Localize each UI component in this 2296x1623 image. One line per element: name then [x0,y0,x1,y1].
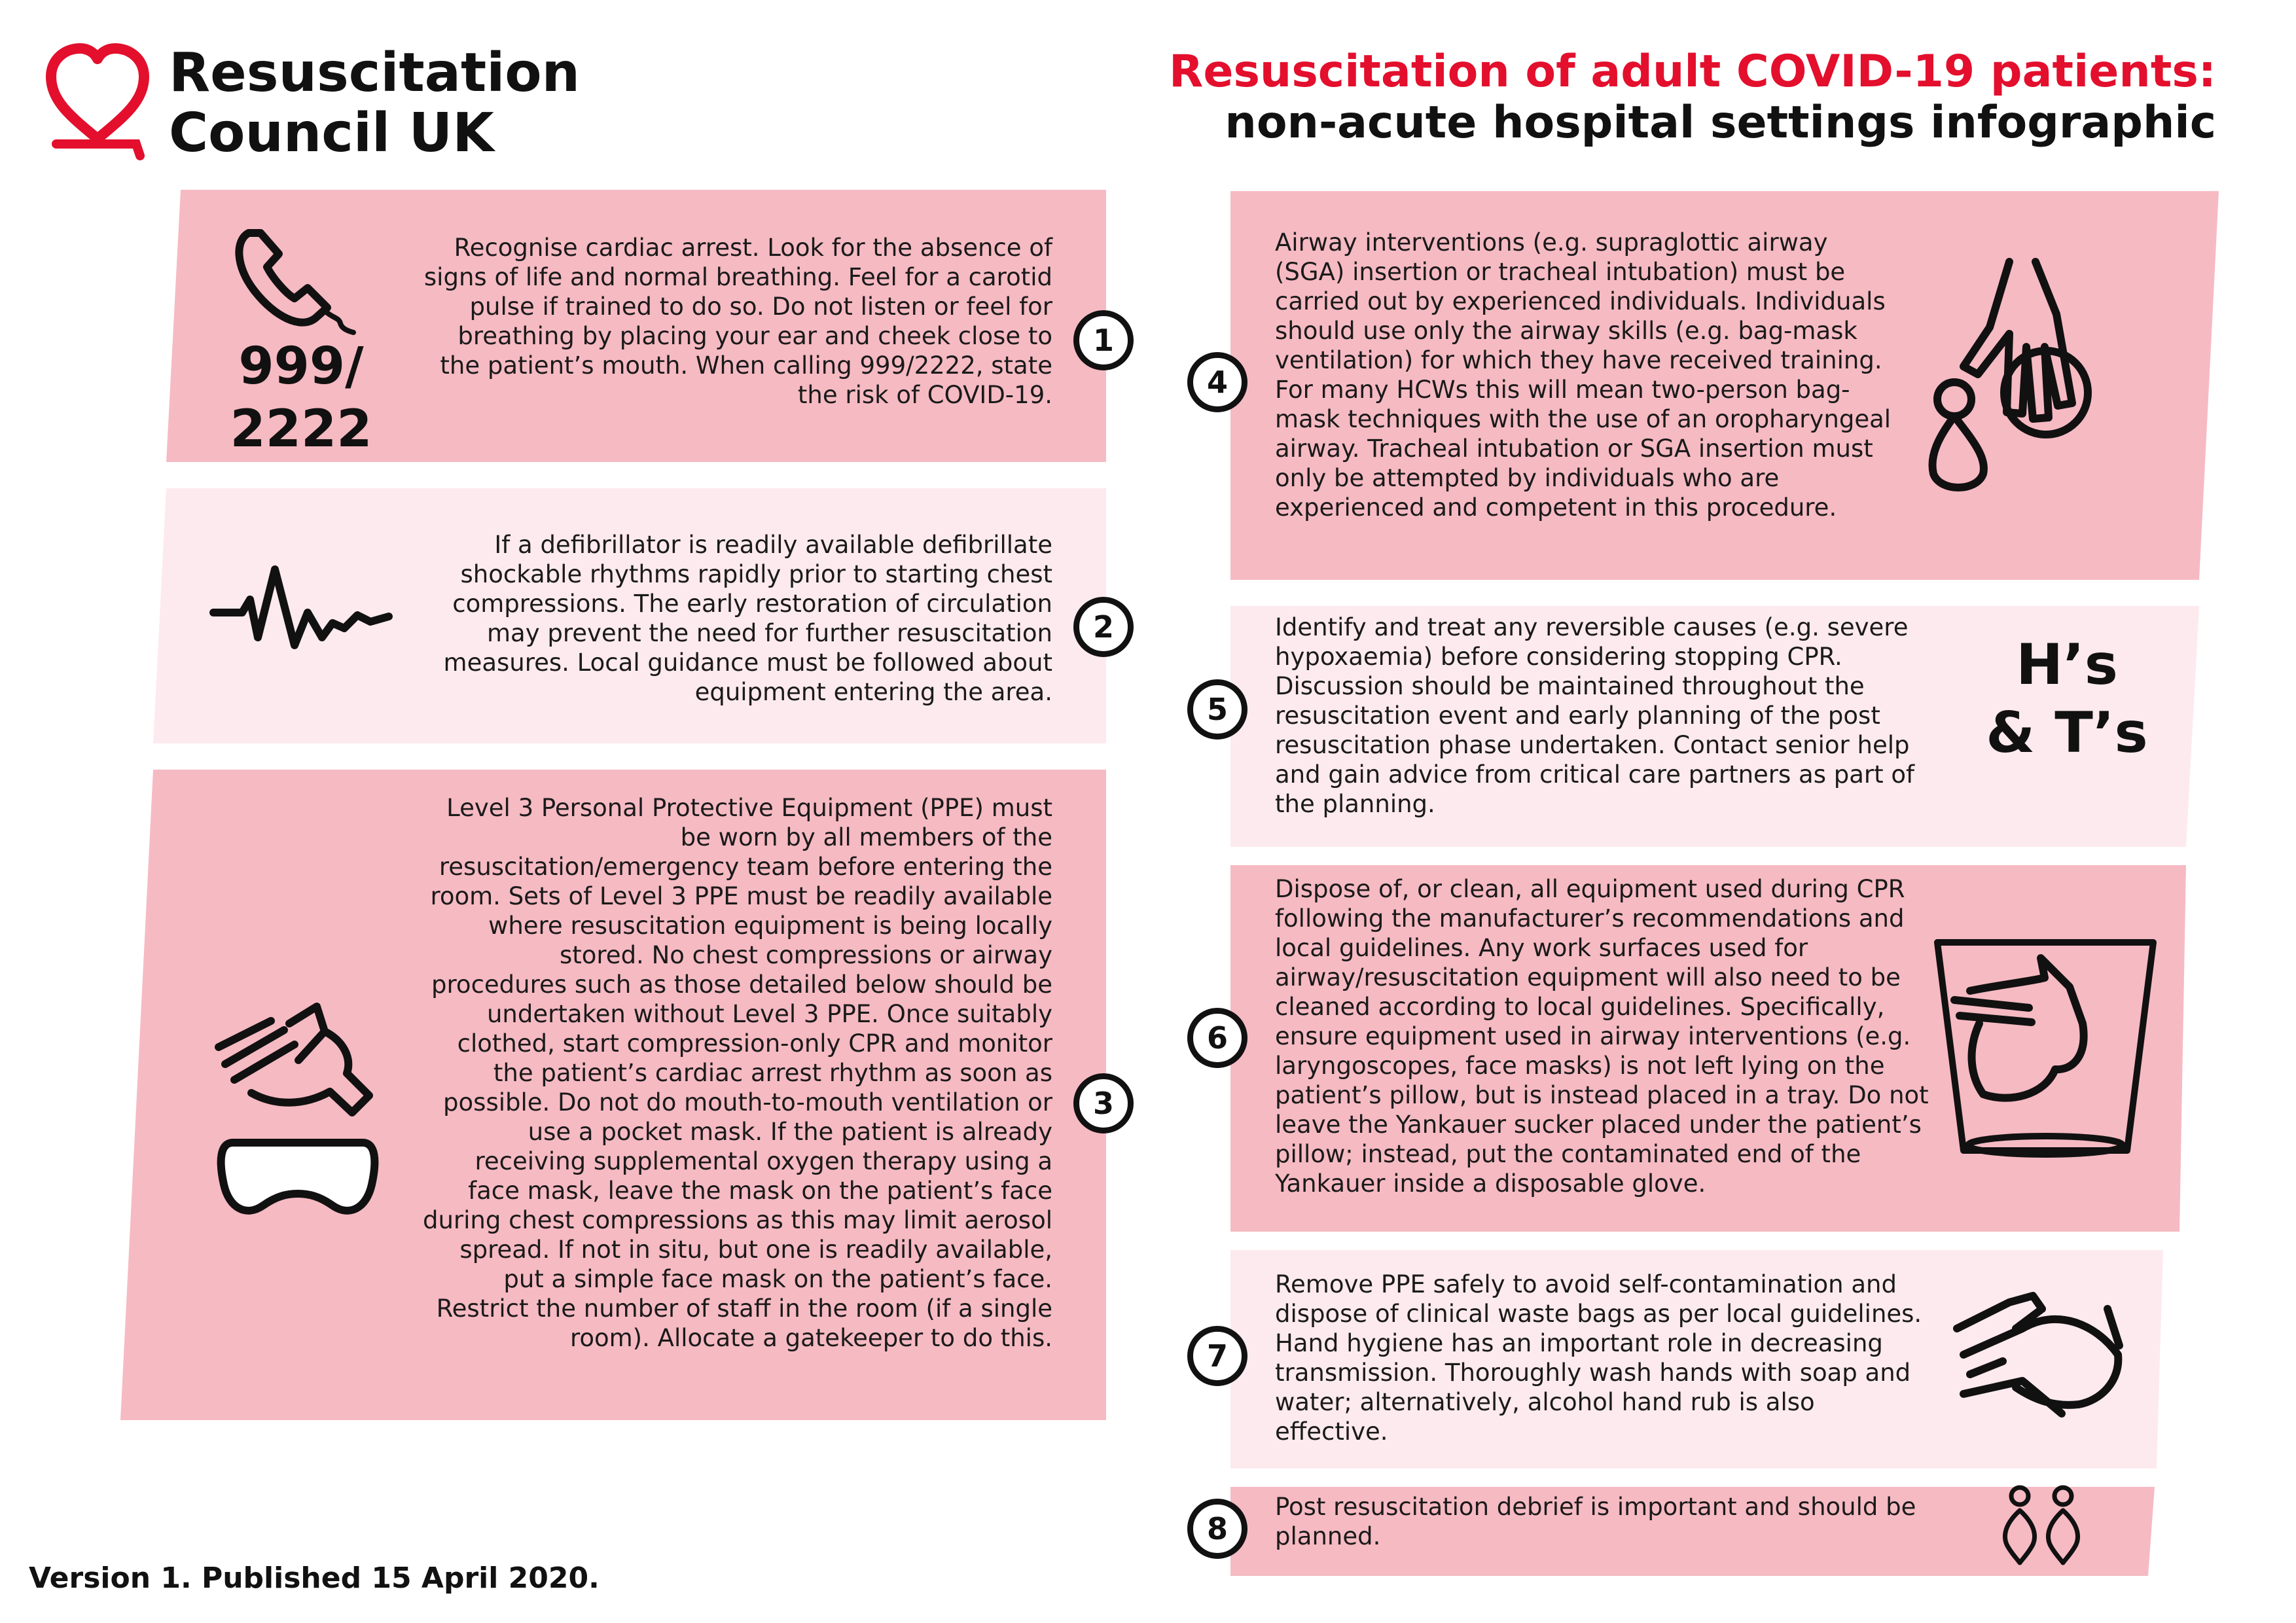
hs-and-ts-label: H’s & T’s [1986,632,2148,766]
ecg-waveform-icon [209,560,393,658]
logo-line-2: Council UK [169,102,494,164]
goggles-icon [215,1136,381,1228]
version-footer: Version 1. Published 15 April 2020. [29,1561,600,1595]
page-title-line-2: non-acute hospital settings infographic [1225,97,2216,149]
step-5-number: 5 [1187,679,1247,740]
step-3-number: 3 [1073,1073,1134,1133]
telephone-icon [229,220,360,338]
emergency-number-label [223,335,380,461]
logo-line-1: Resuscitation [169,42,581,104]
step-1-number: 1 [1073,310,1134,370]
step-3-text: Level 3 Personal Protective Equipment (PPE) must be worn by all members of the resuscitation/emergency team before entering the room. Sets of Level 3 PPE must be readily available where resuscitation equipment is being locally stored. No chest compressions or airway procedures such as those detailed below should be undertaken without Level 3 PPE. Once suitably clothed, start compression-only CPR and monitor the patient’s cardiac arrest rhythm as soon as possible. Do not do mouth-to-mouth ventilation or use a pocket mask. If the patient is already receiving supplemental oxygen therapy using a face mask, leave the mask on the patient’s face during chest compressions as this may limit aerosol spread. If not in situ, but one is readily available, put a simple face mask on the patient’s face. Restrict the number of staff in the room (if a single room). Allocate a gatekeeper to do this. [422,794,1052,1352]
step-1-text: Recognise cardiac arrest. Look for the absence of signs of life and normal breathing. Feel for a carotid pulse if trained to do so. Do not listen or feel for breathing by placing your ear and cheek close to the patient’s mouth. When calling 999/2222, state the risk of COVID-19. [423,234,1052,409]
bag-mask-icon [1918,249,2094,497]
step-6-text: Dispose of, or clean, all equipment used during CPR following the manufacturer’s recommendations and local guidelines. Any work surfaces used for airway/resuscitation equipment will also need to be cleaned according to local guidelines. Specifically, ensure equipment used in airway interventions (e.g. laryngoscopes, face masks) is not left lying on the patient’s pillow, but is instead placed in a tray. Do not leave the Yankauer sucker placed under the patient’s pillow; instead, put the contaminated end of the Yankauer inside a disposable glove. [1275,875,1929,1198]
people-icon [1998,1484,2089,1567]
step-6-number: 6 [1187,1008,1247,1068]
step-7-number: 7 [1187,1326,1247,1386]
step-7-text: Remove PPE safely to avoid self-contamination and dispose of clinical waste bags as per local guidelines. Hand hygiene has an important role in decreasing transmission. Thoroughly wash hands with soap and water; alternatively, alcohol hand rub is also effective. [1275,1270,1922,1446]
step-2-number: 2 [1073,597,1134,657]
step-2-text: If a defibrillator is readily available defibrillate shockable rhythms rapidly prior to starting chest compressions. The early restoration of circulation may prevent the need for further resuscitation measures. Local guidance must be followed about equipment entering the area. [443,531,1052,706]
step-4-number: 4 [1187,352,1247,412]
step-5-text: Identify and treat any reversible causes (e.g. severe hypoxaemia) before considering stopping CPR. Discussion should be maintained throughout the resuscitation event and early planning of the post resuscitation phase undertaken. Contact senior help and gain advice from critical care partners as part of the planning. [1275,613,1915,818]
hand-washing-icon [1950,1283,2127,1420]
step-4-text: Airway interventions (e.g. supraglottic airway (SGA) insertion or tracheal intubation) must be carried out by experienced individuals. Individuals should use only the airway skills (e.g. bag-mask ventilation) for which they have received training. For many HCWs this will mean two-person bag-mask techniques with the use of an oropharyngeal airway. Tracheal intubation or SGA insertion must only be attempted by individuals who are experienced and competent in this procedure. [1275,228,1892,522]
glove-icon [212,1001,376,1119]
bin-glove-icon [1931,932,2160,1161]
emergency-number-text: 999/ 2222 [230,337,372,459]
page-title-line-1: Resuscitation of adult COVID-19 patients: [1168,46,2216,98]
step-8-number: 8 [1187,1499,1247,1559]
step-8-text: Post resuscitation debrief is important and should be planned. [1275,1493,1916,1550]
